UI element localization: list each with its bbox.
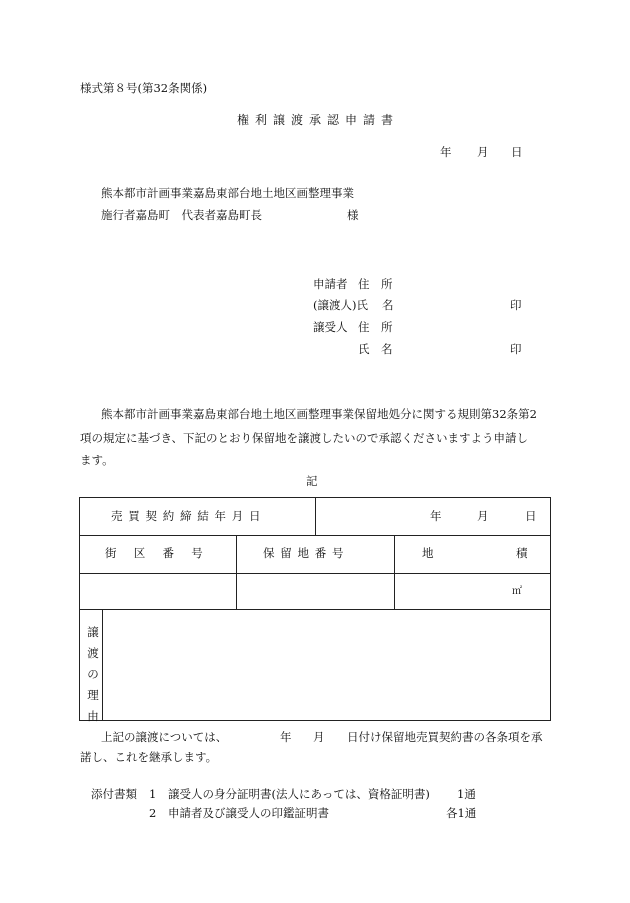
contract-date-label: 売買契約締結年月日 [111,509,267,523]
form-number: 様式第８号(第32条関係) [80,81,208,95]
reserve-number-header: 保留地番号 [263,546,350,560]
body-line3: ます。 [80,453,114,467]
ki-label: 記 [306,474,318,488]
applicant-seal: 印 [510,298,522,312]
addressee-line2: 施行者嘉島町 代表者嘉島町長 [101,208,262,222]
transfer-details-table [79,497,551,721]
applicant-address-label: 住 所 [358,277,393,291]
body-line1: 熊本都市計画事業嘉島東部台地土地区画整理事業保留地処分に関する規則第32条第2 [101,407,537,421]
date-month: 月 [477,145,489,159]
block-number-header: 街区番号 [105,546,220,560]
date-year: 年 [440,145,452,159]
attachment-2-number: 2 [149,806,157,820]
succession-line2: 諾し、これを継承します。 [80,750,218,764]
contract-year: 年 [430,509,442,523]
reason-label: 譲 渡 の 理 由 [87,625,99,723]
transferee-name-label: 氏 名 [358,342,393,356]
attachment-1-text: 譲受人の身分証明書(法人にあっては、資格証明書) [168,787,430,801]
attachment-1-number: 1 [149,787,157,801]
area-unit: ㎡ [512,586,522,597]
body-line2: 項の規定に基づき、下記のとおり保留地を譲渡したいので承認くださいますよう申請し [80,431,529,445]
contract-month: 月 [477,509,489,523]
applicant-label: 申請者 [313,277,348,291]
transferee-label: 譲受人 [313,320,348,334]
succession-month: 月 [313,730,325,744]
attachment-2-text: 申請者及び譲受人の印鑑証明書 [168,806,329,820]
attachments-label: 添付書類 [91,787,137,801]
attachment-2-count: 各1通 [446,806,477,820]
document-title: 権利譲渡承認申請書 [237,113,400,127]
applicant-name-label: (譲渡人)氏 [313,298,368,312]
succession-part1: 上記の譲渡については、 [101,730,228,744]
succession-part2: 日付け保留地売買契約書の各条項を承 [347,730,543,744]
transferee-seal: 印 [510,342,522,356]
contract-day: 日 [525,509,537,523]
addressee-line1: 熊本都市計画事業嘉島東部台地土地区画整理事業 [101,186,354,200]
attachment-1-count: 1通 [457,787,476,801]
applicant-name-char: 名 [382,298,394,312]
addressee-sama: 様 [347,208,359,222]
date-day: 日 [511,145,523,159]
area-header-left: 地 [422,546,434,560]
area-header-right: 積 [516,546,528,560]
succession-year: 年 [280,730,292,744]
transferee-address-label: 住 所 [358,320,393,334]
